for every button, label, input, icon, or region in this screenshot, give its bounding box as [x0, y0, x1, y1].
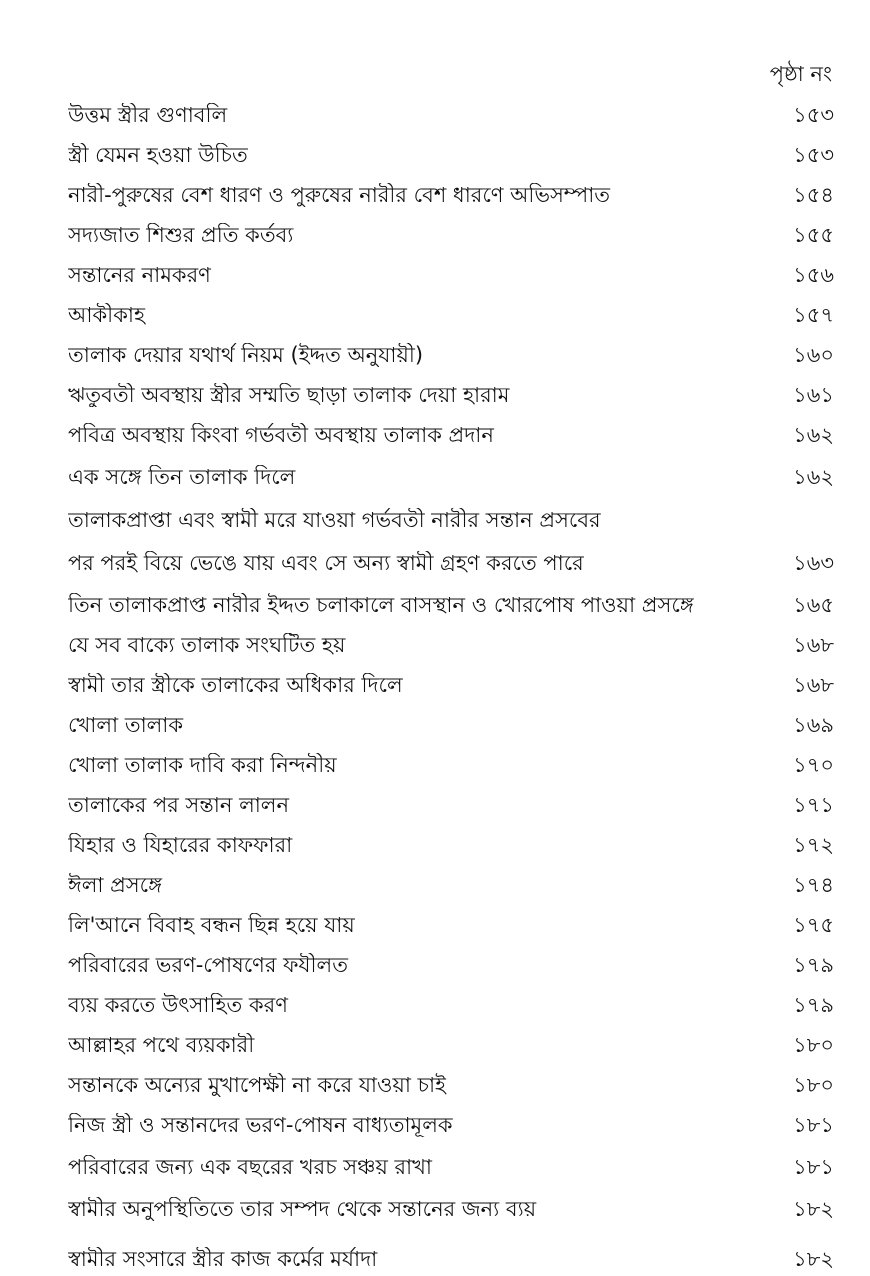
toc-page-number: ১৬৮: [793, 632, 834, 657]
toc-row: [68, 625, 834, 665]
toc-title: আল্লাহর পথে ব্যয়কারী: [68, 1032, 255, 1057]
toc-title: ঈলা প্রসঙ্গে: [68, 872, 163, 897]
toc-page-number: ১৬১: [793, 382, 834, 407]
toc-page-number: ১৫৫: [793, 222, 834, 247]
toc-title: সন্তানকে অন্যের মুখাপেক্ষী না করে যাওয়া চাই: [68, 1072, 446, 1097]
toc-page-number: ১৬৫: [793, 592, 834, 617]
toc-title: সন্তানের নামকরণ: [68, 262, 211, 287]
toc-row: [68, 865, 834, 905]
toc-row: [68, 335, 834, 375]
toc-row: [68, 985, 834, 1025]
toc-title: খোলা তালাক দাবি করা নিন্দনীয়: [68, 752, 337, 777]
toc-page-number: ১৫৬: [793, 262, 834, 287]
toc-title: নারী-পুরুষের বেশ ধারণ ও পুরুষের নারীর বেশ ধারণে অভিসম্পাত: [68, 182, 611, 207]
toc-title: যিহার ও যিহারের কাফফারা: [68, 832, 293, 857]
toc-title: সদ্যজাত শিশুর প্রতি কর্তব্য: [68, 222, 294, 247]
toc-row: [68, 705, 834, 745]
toc-title: তালাকপ্রাপ্তা এবং স্বামী মরে যাওয়া গর্ভবতী নারীর সন্তান প্রসবের: [68, 507, 601, 532]
toc-page-number: ১৭৯: [793, 952, 834, 977]
toc-row: [68, 175, 834, 215]
toc-row: [68, 255, 834, 295]
toc-title: পবিত্র অবস্থায় কিংবা গর্ভবতী অবস্থায় তালাক প্রদান: [68, 422, 494, 447]
toc-title: খোলা তালাক: [68, 712, 184, 737]
toc-row: [68, 1229, 834, 1276]
toc-row: [68, 905, 834, 945]
toc-row: [68, 1105, 834, 1145]
toc-page-number: ১৬৩: [793, 550, 834, 575]
toc-page-number: ১৫৩: [793, 142, 834, 167]
toc-title: ব্যয় করতে উৎসাহিত করণ: [68, 992, 288, 1017]
toc-row: [68, 945, 834, 985]
toc-title: তিন তালাকপ্রাপ্ত নারীর ইদ্দত চলাকালে বাসস্থান ও খোরপোষ পাওয়া প্রসঙ্গে: [68, 592, 694, 617]
toc-page-number: ১৭৪: [793, 872, 834, 897]
toc-title: যে সব বাক্যে তালাক সংঘটিত হয়: [68, 632, 346, 657]
toc-row: [68, 1065, 834, 1105]
toc-title: উত্তম স্ত্রীর গুণাবলি: [68, 102, 228, 127]
toc-title: পর পরই বিয়ে ভেঙে যায় এবং সে অন্য স্বামী গ্রহণ করতে পারে: [68, 550, 584, 575]
toc-row: [68, 825, 834, 865]
toc-title: পরিবারের জন্য এক বছরের খরচ সঞ্চয় রাখা: [68, 1154, 433, 1179]
toc-title: আকীকাহ: [68, 302, 146, 327]
toc-row: [68, 541, 834, 585]
toc-row: [68, 1145, 834, 1189]
toc-page-number: ১৭০: [793, 752, 834, 777]
toc-page-number: ১৬৮: [793, 672, 834, 697]
toc-row: [68, 135, 834, 175]
toc-row: [68, 1189, 834, 1229]
toc-page-number: ১৫৪: [793, 182, 834, 207]
toc-row: [68, 745, 834, 785]
toc-row: [68, 499, 834, 541]
toc-page-number: ১৬২: [793, 422, 834, 447]
toc-row: [68, 455, 834, 499]
toc-page-number: ১৫৭: [793, 302, 834, 327]
toc-page-number: ১৮১: [793, 1154, 834, 1179]
toc-title: তালাক দেয়ার যথার্থ নিয়ম (ইদ্দত অনুযায়ী): [68, 342, 424, 367]
toc-row: [68, 785, 834, 825]
toc-page-number: ১৬০: [793, 342, 834, 367]
toc-title: এক সঙ্গে তিন তালাক দিলে: [68, 464, 296, 489]
toc-page-number: ১৮২: [793, 1247, 834, 1271]
toc-row: [68, 585, 834, 625]
toc-title: ঋতুবতী অবস্থায় স্ত্রীর সম্মতি ছাড়া তালাক দেয়া হারাম: [68, 382, 510, 407]
toc-page-number: ১৬৯: [793, 712, 834, 737]
toc-page-number: ১৮০: [793, 1072, 834, 1097]
toc-title: লি'আনে বিবাহ বন্ধন ছিন্ন হয়ে যায়: [68, 912, 355, 937]
toc-title: স্ত্রী যেমন হওয়া উচিত: [68, 142, 248, 167]
toc-page-number: ১৮২: [793, 1196, 834, 1221]
toc-page-number: ১৭২: [793, 832, 834, 857]
toc-title: নিজ স্ত্রী ও সন্তানদের ভরণ-পোষন বাধ্যতামূলক: [68, 1112, 453, 1137]
toc-title: স্বামী তার স্ত্রীকে তালাকের অধিকার দিলে: [68, 672, 403, 697]
toc-row: [68, 295, 834, 335]
toc-page-number: ১৬২: [793, 464, 834, 489]
toc-row: [68, 1025, 834, 1065]
toc-page-number: ১৮০: [793, 1032, 834, 1057]
toc-row: [68, 95, 834, 135]
toc-page-number: ১৮১: [793, 1112, 834, 1137]
toc-title: তালাকের পর সন্তান লালন: [68, 792, 289, 817]
toc-row: [68, 415, 834, 455]
toc-page-number: ১৭৫: [793, 912, 834, 937]
toc-title: স্বামীর অনুপস্থিতিতে তার সম্পদ থেকে সন্তানের জন্য ব্যয়: [68, 1196, 537, 1221]
page-number-header: পৃষ্ঠা নং: [769, 62, 832, 86]
toc-row: [68, 215, 834, 255]
table-of-contents: [68, 95, 834, 1276]
toc-row: [68, 665, 834, 705]
toc-row: [68, 375, 834, 415]
toc-page-number: ১৭১: [793, 792, 834, 817]
toc-title: স্বামীর সংসারে স্ত্রীর কাজ কর্মের মর্যাদা: [68, 1247, 378, 1271]
toc-page-number: ১৭৯: [793, 992, 834, 1017]
toc-page-number: ১৫৩: [793, 102, 834, 127]
toc-title: পরিবারের ভরণ-পোষণের ফযীলত: [68, 952, 348, 977]
